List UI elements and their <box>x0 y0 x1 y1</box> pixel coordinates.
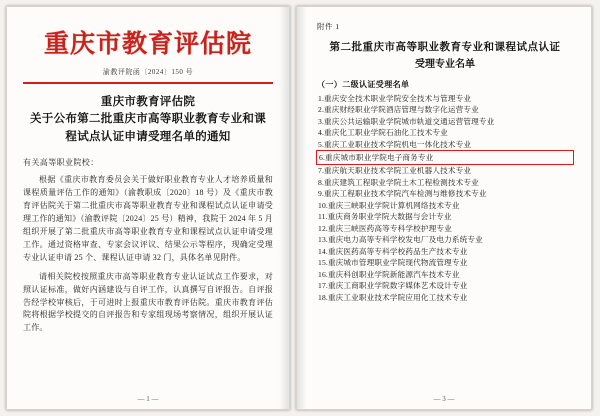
document-paragraph-1: 根据《重庆市教育委员会关于做好职业教育专业人才培养质量和课程质量评估工作的通知》（渝教职成〔2020〕18 号）及《重庆市教育评估院关于第二批重庆市高等职业教育专业和课程试点认证申请受理工作的通知》（渝教评院〔2024〕25 号）精神，我院于 2024 年 5 月组织开展了第二批重庆市高等职业教育专业和课程试点认证申请受理工作。通过资格审查、专家会议评议、结果公示等程序，现确定受理专业认证申请 25 个、课程认证申请 32 门，具体名单见附件。 <box>23 174 273 262</box>
list-item: 15.重庆城市管理职业学院现代物流管理专业 <box>318 258 468 268</box>
document-addressee: 有关高等职业院校： <box>23 157 99 167</box>
attachment-label: 附件 1 <box>317 22 340 31</box>
list-item: 12.重庆三峡医药高等专科学校护理专业 <box>318 223 452 233</box>
list-item: 7.重庆航天职业技术学院工业机器人技术专业 <box>318 165 472 175</box>
list-item: 4.重庆化工职业学院石油化工技术专业 <box>318 128 448 138</box>
document-title-line-2: 关于公布第二批重庆市高等职业教育专业和课 <box>30 113 266 126</box>
list-item-highlighted: 6.重庆城市职业学院电子商务专业 <box>317 151 573 164</box>
section-heading: （一）二级认证受理名单 <box>317 79 410 89</box>
page-number-right: — 3 — <box>433 395 455 403</box>
list-item: 13.重庆电力高等专科学校发电厂及电力系统专业 <box>318 235 483 245</box>
page-edge-shadow-left <box>279 7 289 409</box>
page-number-left: — 1 — <box>137 395 159 403</box>
document-title <box>23 94 273 147</box>
list-item: 10.重庆三峡职业学院计算机网络技术专业 <box>318 200 460 210</box>
document-title-line-3: 程试点认证申请受理名单的通知 <box>65 131 231 144</box>
red-divider-rule <box>23 82 273 84</box>
institution-masthead: 重庆市教育评估院 <box>43 31 252 58</box>
list-item: 5.重庆工业职业技术学院机电一体化技术专业 <box>318 139 472 149</box>
list-item: 9.重庆工程职业技术学院汽车检测与维修技术专业 <box>318 189 487 199</box>
list-item: 11.重庆商务职业学院大数据与会计专业 <box>318 212 452 222</box>
document-number: 渝教评院函〔2024〕150 号 <box>102 67 194 76</box>
list-item: 3.重庆公共运输职业学院城市轨道交通运营管理专业 <box>318 116 495 126</box>
attachment-title-line-1: 第二批重庆市高等职业教育专业和课程试点认证 <box>329 42 561 53</box>
list-item: 8.重庆建筑工程职业学院土木工程检测技术专业 <box>318 177 479 187</box>
page-edge-shadow-right <box>297 7 307 409</box>
list-item: 14.重庆医药高等专科学校药品生产技术专业 <box>318 246 468 256</box>
list-item: 16.重庆科创职业学院新能源汽车技术专业 <box>318 269 460 279</box>
document-page-left <box>6 6 290 410</box>
list-item: 17.重庆工商职业学院数字媒体艺术设计专业 <box>318 281 468 291</box>
attachment-title-line-2: 受理专业名单 <box>415 58 475 70</box>
document-paragraph-2: 请相关院校按照重庆市高等职业教育专业认证试点工作要求，对照认证标准，做好内涵建设与自评工作，认真撰写自评报告。自评报告经学校审核后，于可进时上报重庆市教育评估院。重庆市教育评估院将根据学校提交的自评报告和专家组现场考察情况，组织开展认证工作。 <box>23 271 273 333</box>
document-page-right <box>296 6 592 410</box>
accredited-program-list <box>317 93 573 304</box>
list-item: 2.重庆财经职业学院酒店管理与数字化运营专业 <box>318 105 479 115</box>
list-item: 18.重庆工业职业技术学院应用化工技术专业 <box>318 292 468 302</box>
document-title-line-1: 重庆市教育评估院 <box>100 95 196 108</box>
list-item: 1.重庆安全技术职业学院安全技术与管理专业 <box>318 93 472 103</box>
